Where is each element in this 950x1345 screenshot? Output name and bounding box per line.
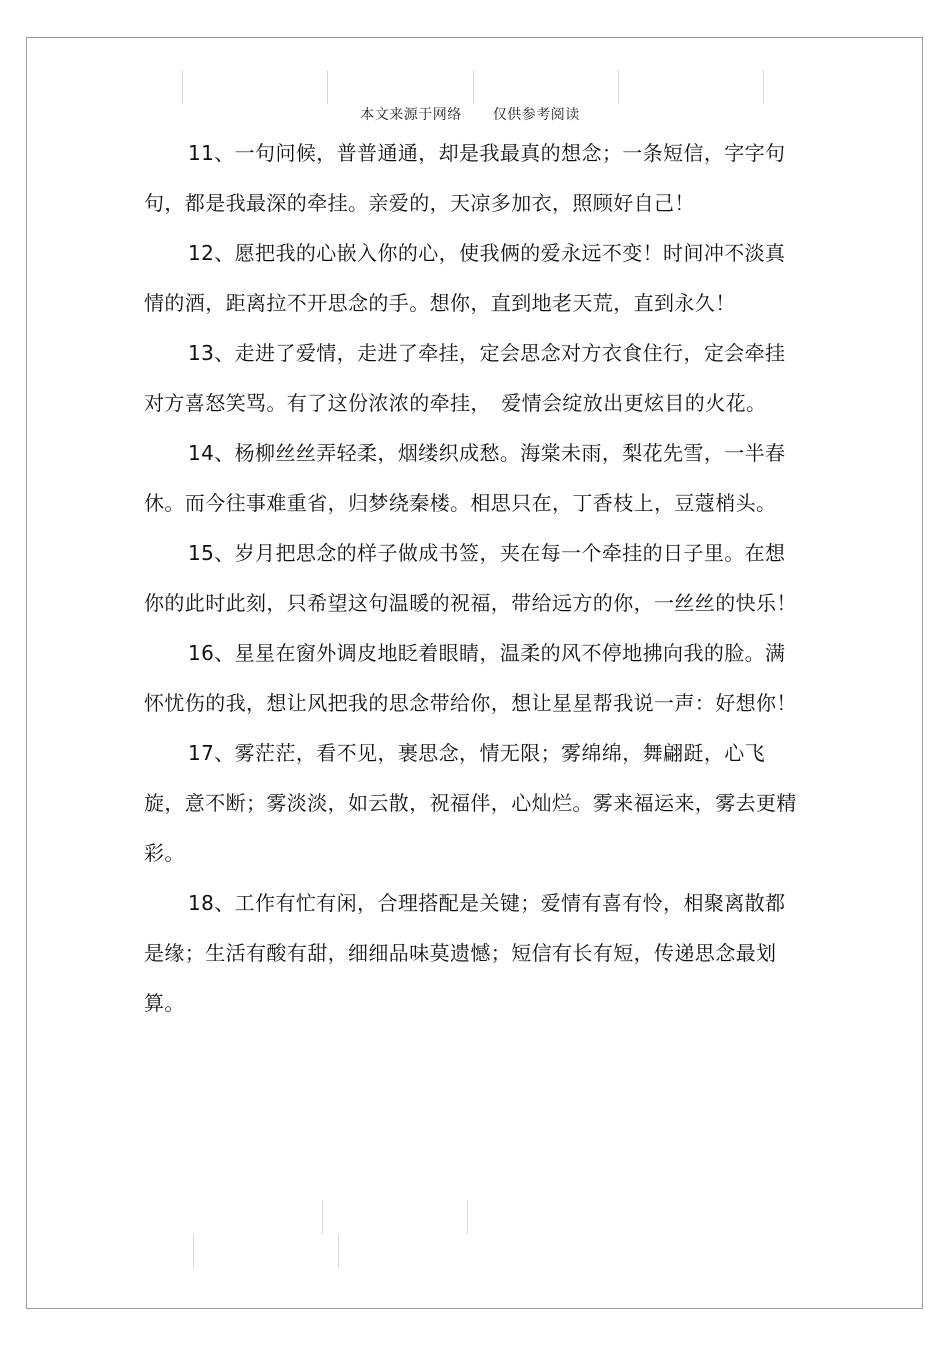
- guide-line-bottom-4: [338, 1234, 339, 1268]
- guide-line-bottom-2: [467, 1200, 468, 1234]
- paragraph-14: 14、杨柳丝丝弄轻柔，烟缕织成愁。海棠未雨，梨花先雪，一半春休。而今往事难重省，归梦绕秦楼。相思只在，丁香枝上，豆蔻梢头。: [144, 441, 786, 515]
- paragraph-17: 17、雾茫茫，看不见，裹思念，情无限；雾绵绵，舞翩跹，心飞旋，意不断；雾淡淡，如云散，祝福伴，心灿烂。雾来福运来，雾去更精彩。: [144, 741, 797, 865]
- guide-line-top-5: [763, 70, 764, 104]
- paragraph-18: 18、工作有忙有闲，合理搭配是关键；爱情有喜有怜，相聚离散都是缘；生活有酸有甜，细细品味莫遗憾；短信有长有短，传递思念最划算。: [144, 891, 786, 1015]
- document-body: [144, 128, 804, 1028]
- guide-line-top-1: [182, 70, 183, 104]
- paragraph-12: 12、愿把我的心嵌入你的心，使我俩的爱永远不变！时间冲不淡真情的酒，距离拉不开思念的手。想你，直到地老天荒，直到永久！: [144, 241, 786, 315]
- guide-line-bottom-3: [193, 1234, 194, 1268]
- source-note: 本文来源于网络: [360, 107, 462, 123]
- guide-line-top-2: [327, 70, 328, 104]
- reference-note: 仅供参考阅读: [492, 107, 580, 123]
- guide-line-bottom-1: [322, 1200, 323, 1234]
- guide-line-top-3: [473, 70, 474, 104]
- paragraph-15: 15、岁月把思念的样子做成书签，夹在每一个牵挂的日子里。在想你的此时此刻，只希望这句温暖的祝福，带给远方的你，一丝丝的快乐！: [144, 541, 797, 615]
- guide-line-top-4: [618, 70, 619, 104]
- paragraph-16: 16、星星在窗外调皮地眨着眼睛，温柔的风不停地拂向我的脸。满怀忧伤的我，想让风把我的思念带给你，想让星星帮我说一声：好想你！: [144, 641, 797, 715]
- paragraph-13: 13、走进了爱情，走进了牵挂，定会思念对方衣食住行，定会牵挂对方喜怒笑骂。有了这份浓浓的牵挂， 爱情会绽放出更炫目的火花。: [144, 341, 786, 415]
- paragraph-11: 11、一句问候，普普通通，却是我最真的想念；一条短信，字字句句，都是我最深的牵挂。亲爱的，天凉多加衣，照顾好自己！: [144, 141, 786, 215]
- header-note: [0, 104, 940, 124]
